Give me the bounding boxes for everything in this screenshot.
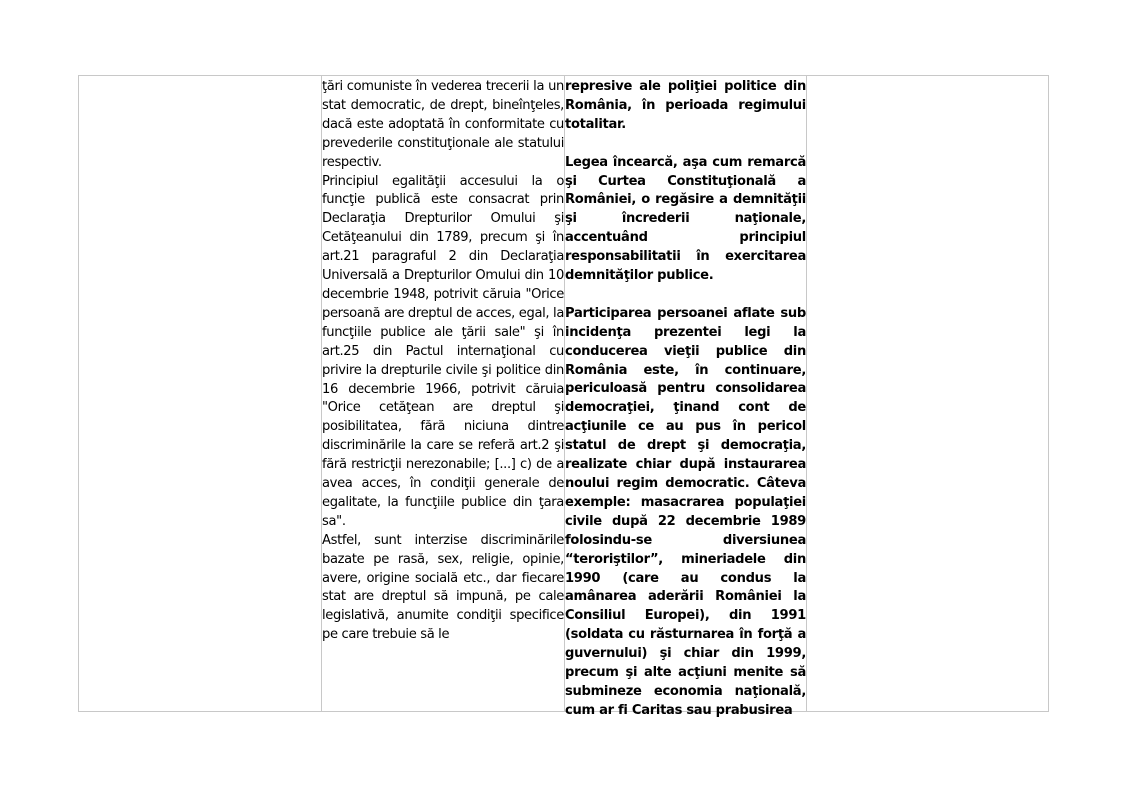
table-cell-left-text xyxy=(322,78,564,710)
paragraph: Legea încearcă, aşa cum remarcă şi Curtea Constituţională a României, o regăsire a demnităţii şi încrederii naţionale, accentuând principiul responsabilitatii în exercitarea demnităţilor publice. xyxy=(565,154,806,284)
paragraph: Principiul egalităţii accesului la o funcţie publică este consacrat prin Declaraţia Drepturilor Omului şi Cetăţeanului din 1789, precum şi în art.21 paragraful 2 din Declaraţia Universală a Drepturilor Omului din 10 decembrie 1948, potrivit căruia "Orice persoană are dreptul de acces, egal, la funcţiile publice ale ţării sale" şi în art.25 din Pactul internaţional cu privire la drepturile civile şi politice din 16 decembrie 1966, potrivit căruia "Orice cetăţean are dreptul şi posibilitatea, fără niciuna dintre discriminările la care se referă art.2 şi fără restricţii nerezonabile; [...] c) de a avea acces, în condiţii generale de egalitate, la funcţiile publice din ţara sa". xyxy=(322,173,564,529)
paragraph: represive ale poliţiei politice din România, în perioada regimului totalitar. xyxy=(565,79,806,132)
paragraph: Astfel, sunt interzise discriminările bazate pe rasă, sex, religie, opinie, avere, origine socială etc., dar fiecare stat are dreptul să impună, pe cale legislativă, anumite condiţii specifice pe care trebuie să le xyxy=(322,532,564,643)
column-divider-3 xyxy=(806,75,807,712)
paragraph: ţări comuniste în vederea trecerii la un stat democratic, de drept, bineînţeles, dacă este adoptată în conformitate cu prevederile constituţionale ale statului respectiv. xyxy=(322,79,564,170)
paragraph: Participarea persoanei aflate sub incidenţa prezentei legi la conducerea vieţii publice din România este, în continuare, periculoasă pentru consolidarea democraţiei, ţinand cont de acţiunile ce au pus în pericol statul de drept şi democraţia, realizate chiar după instaurarea noului regim democratic. Câteva exemple: masacrarea populaţiei civile după 22 decembrie 1989 folosindu-se diversiunea “teroriştilor”, mineriadele din 1990 (care au condus la amânarea aderării României la Consiliul Europei), din 1991 (soldata cu răsturnarea în forţă a guvernului) şi chiar din 1999, precum şi alte acţiuni menite să submineze economia naţională, cum ar fi Caritas sau prabusirea xyxy=(565,305,806,718)
table-cell-middle-text xyxy=(565,78,806,718)
